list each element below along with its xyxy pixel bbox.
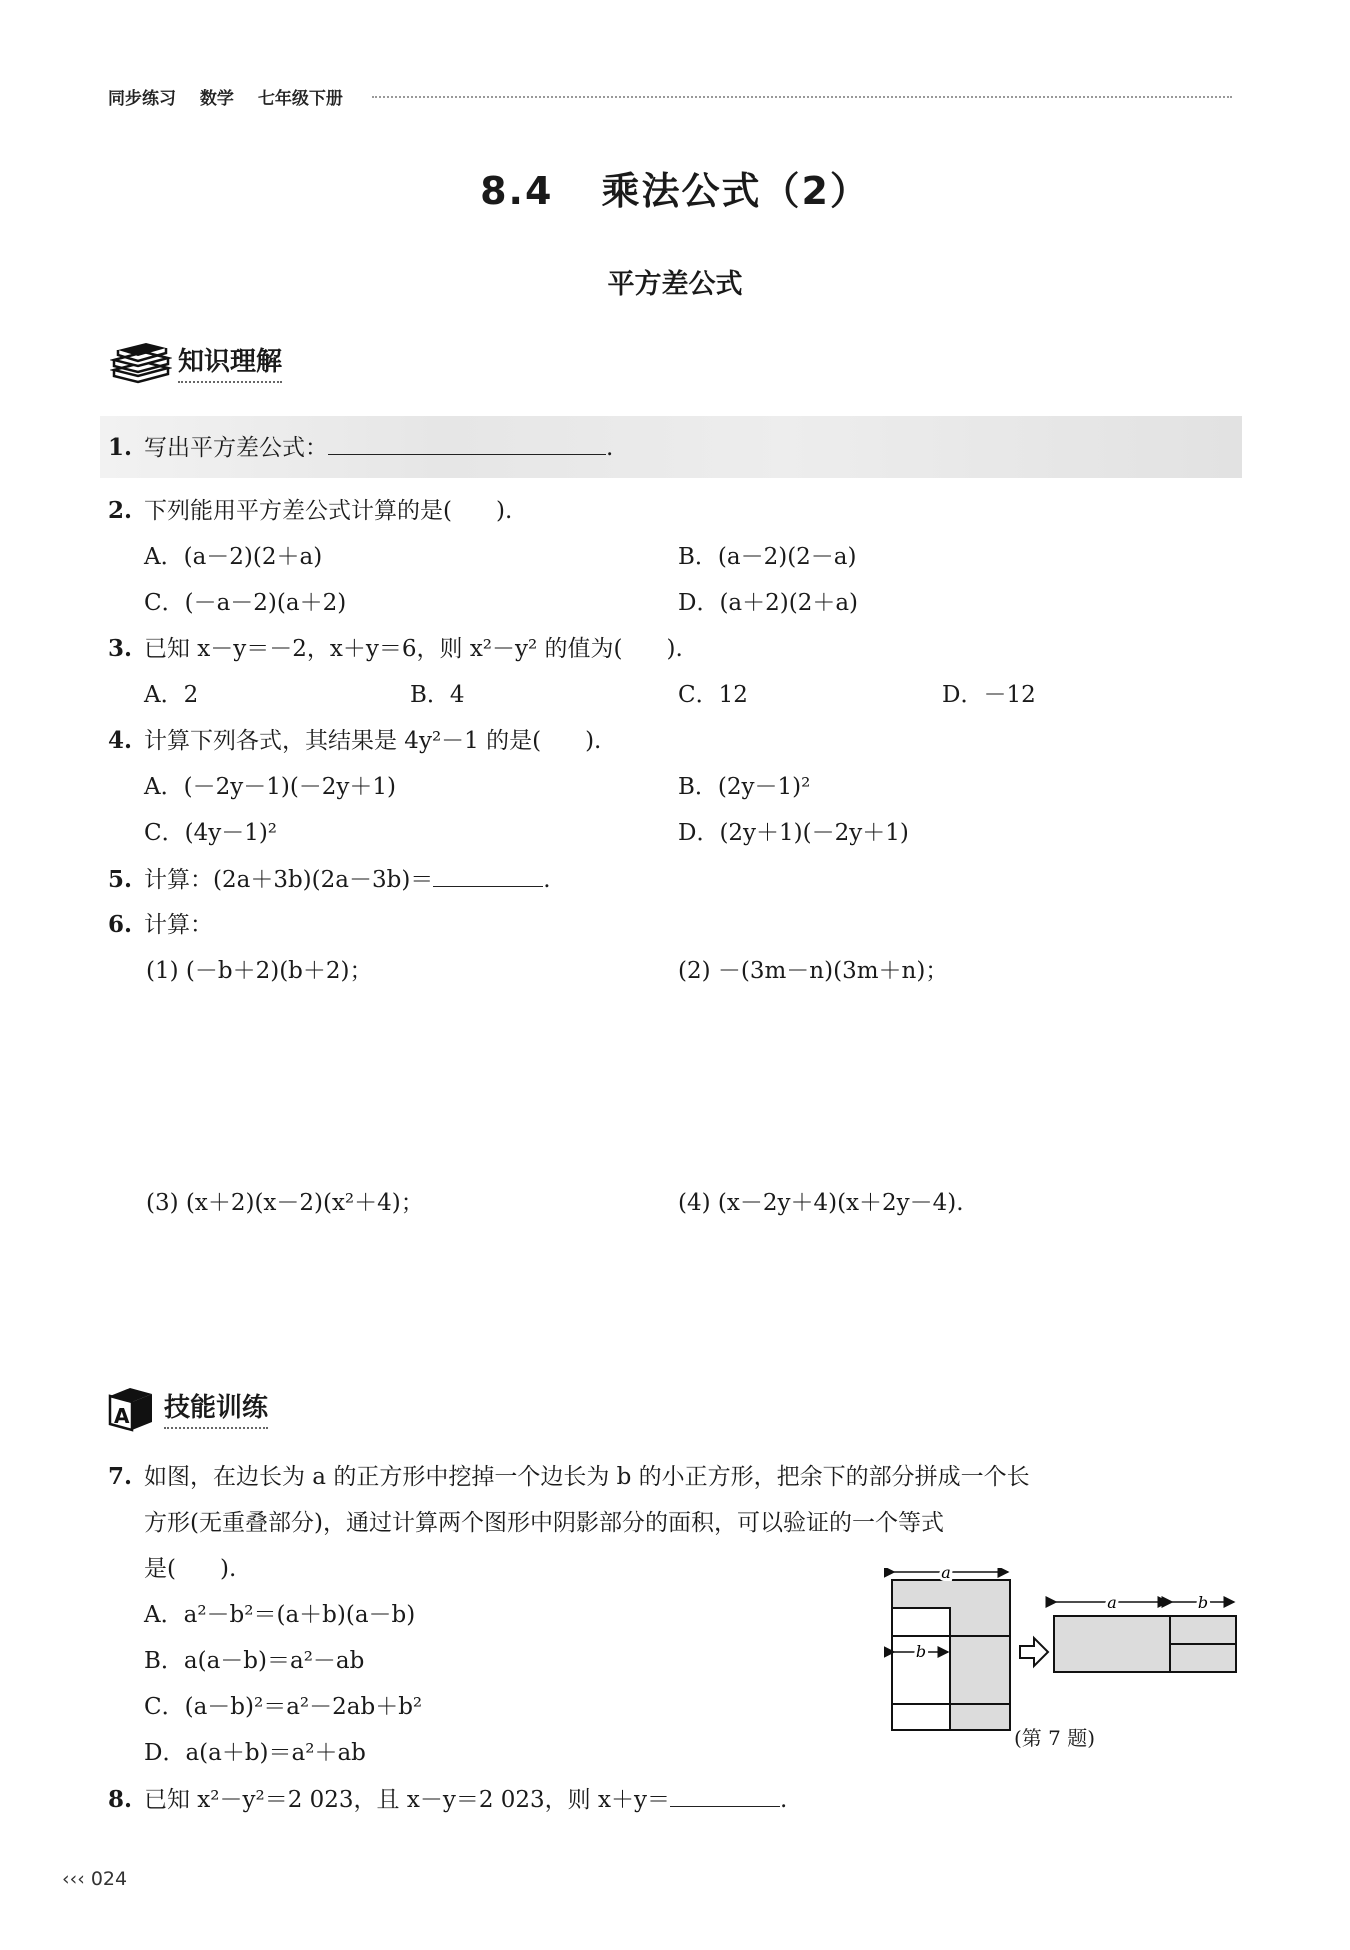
question-text: 下列能用平方差公式计算的是(: [144, 498, 452, 524]
question-text: 计算：(2a＋3b)(2a－3b)＝: [144, 867, 434, 893]
page-number: 024: [90, 1868, 128, 1890]
section-title: 乘法公式（2）: [601, 169, 870, 213]
question-7-line-3: [144, 1554, 236, 1584]
question-number: 8.: [108, 1786, 133, 1813]
subquestion-2: (2) －(3m－n)(3m＋n)；: [678, 958, 949, 984]
option-c[interactable]: C．(－a－2)(a＋2): [144, 590, 347, 616]
question-1: [108, 432, 613, 463]
question-7-line-2: 方形(无重叠部分)，通过计算两个图形中阴影部分的面积，可以验证的一个等式: [144, 1510, 944, 1536]
transform-arrow-icon: [1020, 1638, 1048, 1666]
question-text: 写出平方差公式：: [144, 435, 328, 461]
question-3: [108, 634, 683, 664]
question-number: 1.: [108, 434, 133, 461]
books-icon: [110, 340, 172, 384]
option-b[interactable]: B．a(a－b)＝a²－ab: [144, 1648, 365, 1674]
punct: ).: [495, 498, 513, 524]
figure-caption: (第 7 题): [1014, 1726, 1096, 1750]
question-number: 7.: [108, 1463, 133, 1490]
page-subtitle: 平方差公式: [607, 269, 743, 300]
punct: .: [543, 867, 551, 893]
section-number: 8.4: [480, 169, 554, 213]
option-d[interactable]: D．－12: [942, 682, 1036, 708]
page-footer: [62, 1868, 127, 1890]
option-d[interactable]: D．(a＋2)(2＋a): [678, 590, 859, 616]
question-number: 5.: [108, 866, 133, 893]
label-a: a: [1107, 1593, 1117, 1612]
question-4: [108, 726, 601, 756]
question-number: 6.: [108, 911, 133, 938]
question-text: 已知 x²－y²＝2 023，且 x－y＝2 023，则 x＋y＝: [144, 1787, 670, 1813]
section-skills: [106, 1384, 268, 1432]
header-subject: 数学: [199, 89, 234, 109]
section-knowledge: [110, 340, 282, 384]
removed-small-square: [892, 1608, 950, 1730]
section-skills-label: 技能训练: [164, 1387, 268, 1429]
question-number: 4.: [108, 727, 133, 754]
punct: .: [779, 1787, 788, 1813]
question-number: 2.: [108, 497, 133, 524]
option-a[interactable]: A．(－2y－1)(－2y＋1): [144, 774, 397, 800]
option-c[interactable]: C．(a－b)²＝a²－2ab＋b²: [144, 1694, 423, 1720]
option-d[interactable]: D．a(a＋b)＝a²＋ab: [144, 1740, 366, 1766]
option-d[interactable]: D．(2y＋1)(－2y＋1): [678, 820, 909, 846]
question-text: 是(: [144, 1556, 176, 1582]
label-a: a: [941, 1568, 951, 1582]
question-5: [108, 864, 551, 895]
question-7: [108, 1462, 1030, 1492]
subquestion-3: (3) (x＋2)(x－2)(x²＋4)；: [146, 1190, 424, 1216]
subquestion-1: (1) (－b＋2)(b＋2)；: [146, 958, 373, 984]
header-series: 同步练习: [108, 89, 176, 109]
option-b[interactable]: B．(a－2)(2－a): [678, 544, 857, 570]
option-b[interactable]: B．(2y－1)²: [678, 774, 811, 800]
label-b: b: [1197, 1593, 1209, 1612]
question-8: [108, 1784, 787, 1815]
chevrons-left-icon: ‹‹‹: [62, 1868, 85, 1890]
option-c[interactable]: C．12: [678, 682, 748, 708]
punct: ).: [666, 636, 683, 662]
running-header: [108, 84, 361, 109]
question-2: [108, 496, 512, 526]
question-text: 计算：: [144, 912, 213, 938]
option-a[interactable]: A．2: [144, 682, 199, 708]
section-knowledge-label: 知识理解: [178, 341, 282, 383]
question-number: 3.: [108, 635, 133, 662]
punct: ).: [585, 728, 602, 754]
figure-7: [884, 1568, 1244, 1748]
subquestion-4: (4) (x－2y＋4)(x＋2y－4).: [678, 1190, 964, 1216]
option-a[interactable]: A．(a－2)(2＋a): [144, 544, 323, 570]
option-c[interactable]: C．(4y－1)²: [144, 820, 278, 846]
page-title: [0, 160, 1350, 215]
question-text: 如图，在边长为 a 的正方形中挖掉一个边长为 b 的小正方形，把余下的部分拼成一个长: [144, 1464, 1030, 1490]
punct: .: [606, 435, 614, 461]
question-text: 已知 x－y＝－2，x＋y＝6，则 x²－y² 的值为(: [144, 636, 623, 662]
option-a[interactable]: A．a²－b²＝(a＋b)(a－b): [144, 1602, 416, 1628]
question-6: [108, 910, 213, 940]
punct: ).: [219, 1556, 237, 1582]
option-b[interactable]: B．4: [410, 682, 465, 708]
answer-blank[interactable]: [328, 432, 606, 455]
label-b: b: [915, 1642, 927, 1661]
cube-a-icon: [106, 1384, 158, 1432]
answer-blank[interactable]: [670, 1784, 780, 1807]
svg-text:A: A: [114, 1404, 130, 1428]
question-text: 计算下列各式，其结果是 4y²－1 的是(: [144, 728, 542, 754]
answer-blank[interactable]: [433, 864, 543, 887]
header-rule: [372, 96, 1232, 98]
header-grade: 七年级下册: [257, 89, 343, 109]
